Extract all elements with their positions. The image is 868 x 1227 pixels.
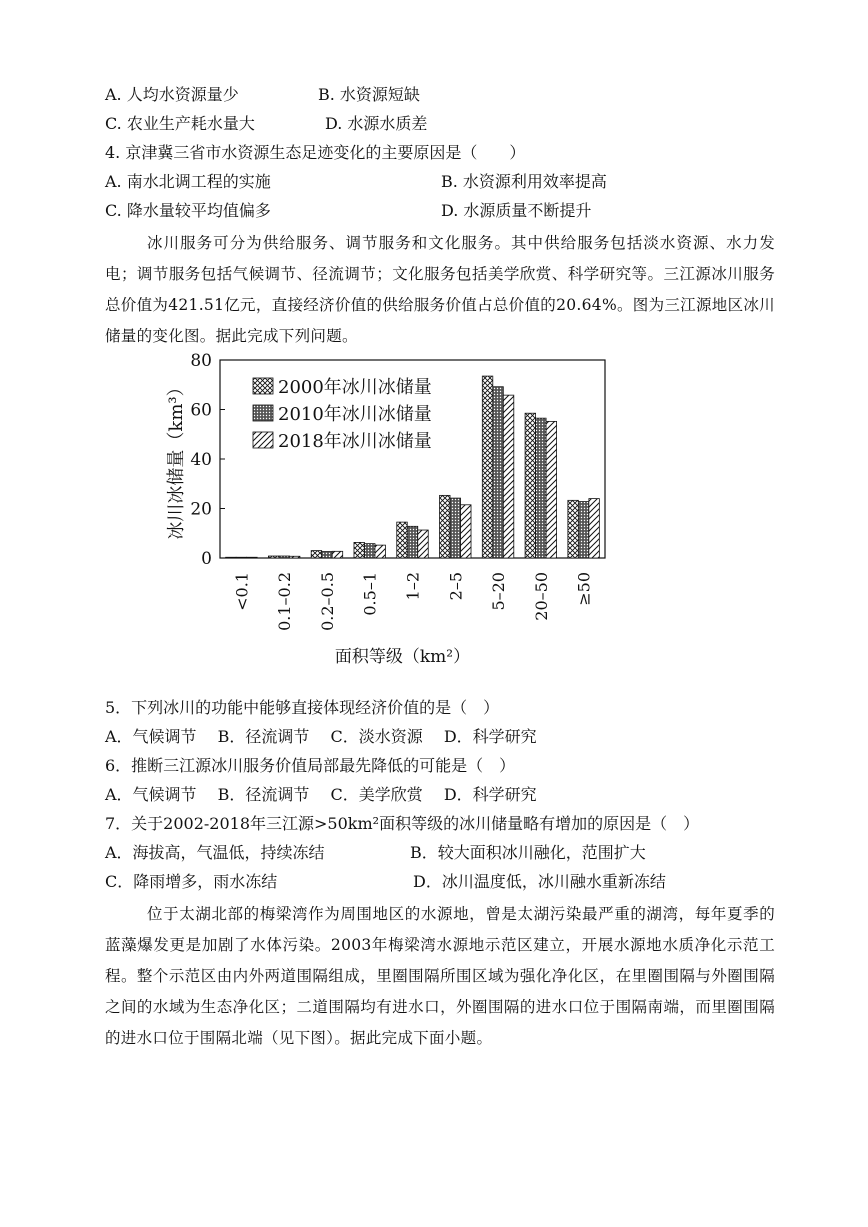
bar-dotted [364, 544, 375, 558]
q3-option-d: D. 水源水质差 [325, 114, 428, 133]
bar-crosshatch [268, 556, 279, 558]
y-tick-label: 40 [190, 450, 212, 470]
y-tick-label: 0 [201, 549, 212, 569]
bar-diagonal [332, 551, 343, 558]
passage-glacier-services: 冰川服务可分为供给服务、调节服务和文化服务。其中供给服务包括淡水资源、水力发电；调节服务包括气候调节、径流调节；文化服务包括美学欣赏、科学研究等。三江源冰川服务总价值为421.51亿元，直接经济价值的供给服务价值占总价值的20.64%。图为三江源地区冰川储量的变化图。据此完成下列问题。 [105, 234, 775, 345]
bar-diagonal [503, 395, 514, 558]
x-tick-label: <0.1 [232, 572, 252, 611]
x-tick-label: ≥50 [574, 572, 594, 606]
q3-option-b: B. 水资源短缺 [318, 85, 420, 104]
y-axis-label: 冰川冰储量（km³） [166, 378, 187, 540]
bar-dotted [578, 502, 589, 558]
bar-crosshatch [226, 557, 237, 558]
bar-diagonal [461, 505, 472, 558]
bar-crosshatch [354, 542, 365, 558]
bar-diagonal [589, 499, 600, 558]
q7-stem: 7．关于2002-2018年三江源>50km²面积等级的冰川储量略有增加的原因是（ ） [105, 814, 700, 833]
bar-dotted [450, 498, 461, 558]
bar-diagonal [375, 545, 386, 558]
bar-crosshatch [525, 413, 536, 558]
legend-label: 2018年冰川冰储量 [278, 431, 432, 452]
legend-label: 2010年冰川冰储量 [278, 404, 432, 425]
x-tick-label: 5–20 [489, 572, 509, 611]
passage-meiliang-bay: 位于太湖北部的梅梁湾作为周围地区的水源地，曾是太湖污染最严重的湖湾，每年夏季的蓝藻爆发更是加剧了水体污染。2003年梅梁湾水源地示范区建立，开展水源地水质净化示范工程。整个示范区由内外两道围隔组成，里圈围隔所围区域为强化净化区，在里圈围隔与外圈围隔之间的水域为生态净化区；二道围隔均有进水口，外圈围隔的进水口位于围隔南端，而里圈围隔的进水口位于围隔北端（见下图）。据此完成下面小题。 [105, 905, 775, 1047]
q6-stem: 6．推断三江源冰川服务价值局部最先降低的可能是（ ） [105, 756, 516, 775]
q4-option-d: D. 水源质量不断提升 [441, 201, 592, 220]
x-tick-label: 20–50 [531, 572, 551, 621]
bar-crosshatch [440, 495, 451, 558]
x-tick-label: 0.2–0.5 [317, 572, 337, 631]
x-tick-label: 2–5 [446, 572, 466, 601]
legend-swatch-diagonal [253, 432, 273, 448]
q7-option-d: D．冰川温度低，冰川融水重新冻结 [413, 872, 666, 891]
bar-crosshatch [311, 551, 322, 558]
bar-dotted [493, 387, 504, 558]
q7-option-a: A．海拔高，气温低，持续冻结 [105, 843, 325, 862]
legend-swatch-dotted [253, 405, 273, 421]
q4-option-a: A. 南水北调工程的实施 [105, 172, 271, 191]
bar-dotted [236, 557, 247, 558]
q3-option-c: C. 农业生产耗水量大 [105, 114, 255, 133]
y-tick-label: 60 [190, 400, 212, 421]
legend-label: 2000年冰川冰储量 [278, 377, 432, 398]
bar-crosshatch [397, 522, 408, 558]
q5-stem: 5．下列冰川的功能中能够直接体现经济价值的是（ ） [105, 698, 500, 717]
q4-option-c: C. 降水量较平均值偏多 [105, 201, 271, 220]
q7-option-b: B．较大面积冰川融化，范围扩大 [410, 843, 646, 862]
q4-stem: 4. 京津冀三省市水资源生态足迹变化的主要原因是（ ） [105, 143, 526, 162]
bar-dotted [279, 556, 290, 558]
x-tick-label: 0.1–0.2 [275, 572, 295, 631]
q7-option-c: C．降雨增多，雨水冻结 [105, 872, 278, 891]
bar-crosshatch [482, 376, 493, 558]
q3-option-a: A. 人均水资源量少 [105, 85, 239, 104]
x-tick-label: 0.5–1 [360, 572, 380, 616]
y-tick-label: 20 [190, 499, 212, 520]
bar-diagonal [546, 421, 557, 558]
glacier-storage-chart [160, 348, 630, 678]
bar-crosshatch [568, 500, 579, 558]
bar-diagonal [418, 530, 429, 558]
bar-diagonal [247, 557, 258, 558]
bar-dotted [407, 526, 418, 558]
q6-options: A．气候调节 B．径流调节 C．美学欣赏 D．科学研究 [105, 785, 537, 804]
bar-diagonal [289, 556, 300, 558]
q5-options: A．气候调节 B．径流调节 C．淡水资源 D．科学研究 [105, 727, 537, 746]
legend-swatch-crosshatch [253, 378, 273, 394]
bar-dotted [322, 552, 333, 558]
bar-dotted [536, 418, 547, 558]
x-axis-label: 面积等级（km²） [334, 647, 471, 667]
y-tick-label: 80 [190, 351, 212, 371]
x-tick-label: 1–2 [403, 572, 423, 601]
q4-option-b: B. 水资源利用效率提高 [441, 172, 607, 191]
